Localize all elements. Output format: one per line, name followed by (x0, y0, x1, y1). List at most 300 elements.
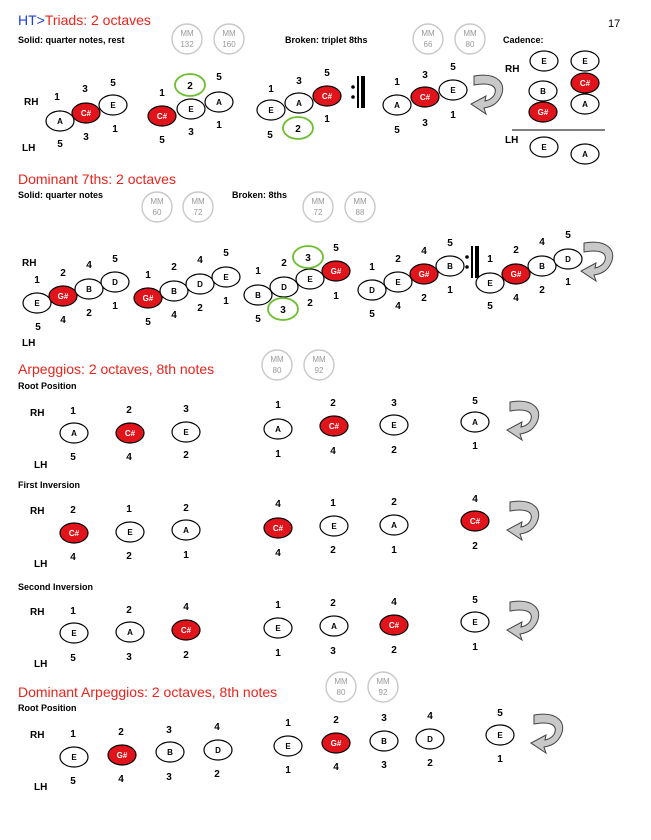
note-b (244, 285, 272, 305)
note-e (60, 747, 88, 767)
svg-text:A: A (472, 418, 478, 427)
finger-number: 5 (70, 653, 76, 664)
curved-return-arrow-icon (581, 242, 613, 281)
repeat-barline-icon (465, 246, 479, 278)
mm-value: 80 (336, 688, 346, 697)
note-e (172, 422, 200, 442)
domarp-heading: Dominant Arpeggios: 2 octaves, 8th notes (18, 684, 278, 700)
arp-first-label: First Inversion (18, 480, 81, 490)
note-a (285, 93, 313, 113)
svg-text:A: A (331, 622, 337, 631)
mm-label: MM (150, 197, 164, 206)
finger-number: 4 (395, 301, 401, 312)
mm-value: 80 (272, 366, 282, 375)
svg-text:E: E (110, 101, 116, 110)
thumb-marker (283, 117, 313, 139)
note-c-sharp (72, 103, 100, 123)
finger-number: 2 (126, 605, 132, 616)
svg-text:C#: C# (124, 429, 136, 438)
svg-text:E: E (34, 299, 40, 308)
finger-number: 2 (70, 505, 76, 516)
finger-number: 1 (223, 296, 229, 307)
svg-text:A: A (216, 98, 222, 107)
mm-label: MM (312, 355, 326, 364)
finger-number: 1 (472, 441, 478, 452)
note-d (554, 249, 582, 269)
finger-number: 1 (391, 545, 397, 556)
finger-number: 3 (126, 652, 132, 663)
lh-label: LH (505, 135, 519, 146)
note-e (571, 51, 599, 71)
note-d (270, 277, 298, 297)
svg-text:E: E (541, 57, 547, 66)
finger-number: 2 (187, 81, 193, 92)
rh-label: RH (30, 730, 45, 741)
svg-text:E: E (71, 753, 77, 762)
note-e (530, 137, 558, 157)
svg-text:E: E (487, 279, 493, 288)
svg-text:A: A (391, 521, 397, 530)
note-a (380, 515, 408, 535)
finger-number: 2 (513, 245, 519, 256)
note-a (571, 144, 599, 164)
svg-text:C#: C# (80, 109, 92, 118)
rh-label: RH (30, 408, 45, 419)
svg-text:C#: C# (328, 422, 340, 431)
finger-number: 5 (112, 254, 118, 265)
finger-number: 2 (86, 308, 92, 319)
mm-value: 72 (313, 208, 323, 217)
finger-number: 5 (447, 238, 453, 249)
note-c-sharp (172, 620, 200, 640)
note-e (384, 272, 412, 292)
mm-value: 132 (180, 40, 194, 49)
finger-number: 1 (450, 110, 456, 121)
svg-text:E: E (541, 143, 547, 152)
svg-text:B: B (447, 262, 453, 271)
finger-number: 4 (183, 602, 189, 613)
finger-number: 4 (126, 452, 132, 463)
note-a (264, 419, 292, 439)
finger-number: 4 (391, 597, 397, 608)
note-e (257, 100, 285, 120)
svg-text:G#: G# (116, 751, 128, 760)
finger-number: 2 (183, 450, 189, 461)
arp-mm-92 (304, 350, 334, 380)
arp-root-label: Root Position (18, 381, 77, 391)
finger-number: 2 (126, 551, 132, 562)
note-d (358, 280, 386, 300)
finger-number: 2 (197, 303, 203, 314)
note-c-sharp (320, 416, 348, 436)
finger-number: 3 (188, 127, 194, 138)
finger-number: 5 (565, 230, 571, 241)
finger-number: 2 (395, 254, 401, 265)
finger-number: 3 (166, 772, 172, 783)
note-e (99, 95, 127, 115)
mm-label: MM (270, 355, 284, 364)
domarp-mm-80 (326, 672, 356, 702)
finger-number: 5 (497, 708, 503, 719)
curved-return-arrow-icon (507, 601, 539, 640)
mm-label: MM (353, 197, 367, 206)
note-g-sharp (134, 288, 162, 308)
finger-number: 1 (447, 285, 453, 296)
mm-value: 88 (355, 208, 365, 217)
finger-number: 1 (70, 729, 76, 740)
finger-number: 1 (70, 406, 76, 417)
mm-label: MM (334, 677, 348, 686)
finger-number: 3 (391, 398, 397, 409)
note-c-sharp (60, 523, 88, 543)
note-d (101, 272, 129, 292)
note-b (156, 742, 184, 762)
note-e (177, 99, 205, 119)
mm-label: MM (421, 29, 435, 38)
note-d (186, 274, 214, 294)
finger-number: 4 (427, 711, 433, 722)
finger-number: 3 (422, 118, 428, 129)
finger-number: 4 (333, 762, 339, 773)
note-a (116, 622, 144, 642)
arp-mm-80 (262, 350, 292, 380)
svg-text:B: B (381, 737, 387, 746)
dom7-heading: Dominant 7ths: 2 octaves (18, 171, 176, 187)
note-e (320, 516, 348, 536)
svg-text:C#: C# (321, 92, 333, 101)
dom7-mm-60 (142, 192, 172, 222)
finger-number: 1 (275, 648, 281, 659)
svg-text:E: E (395, 278, 401, 287)
finger-number: 1 (394, 77, 400, 88)
finger-number: 2 (330, 598, 336, 609)
thumb-marker (175, 74, 205, 96)
mm-value: 92 (378, 688, 388, 697)
svg-text:D: D (565, 255, 571, 264)
svg-text:D: D (112, 278, 118, 287)
svg-text:C#: C# (419, 93, 431, 102)
svg-text:G#: G# (330, 739, 342, 748)
finger-number: 2 (472, 541, 478, 552)
note-g-sharp (410, 264, 438, 284)
finger-number: 4 (539, 237, 545, 248)
note-a (461, 412, 489, 432)
svg-text:E: E (472, 618, 478, 627)
svg-text:A: A (57, 117, 63, 126)
rh-label: RH (505, 64, 520, 75)
note-e (274, 736, 302, 756)
note-a (172, 520, 200, 540)
svg-text:E: E (127, 528, 133, 537)
note-c-sharp (411, 87, 439, 107)
svg-text:E: E (188, 105, 194, 114)
dom7-mm-88 (345, 192, 375, 222)
svg-text:C#: C# (180, 626, 192, 635)
arp-second-label: Second Inversion (18, 582, 94, 592)
thumb-marker (268, 298, 298, 320)
note-b (75, 279, 103, 299)
svg-text:B: B (171, 287, 177, 296)
note-g-sharp (108, 745, 136, 765)
note-d (416, 729, 444, 749)
finger-number: 1 (112, 124, 118, 135)
note-b (436, 256, 464, 276)
svg-text:C#: C# (68, 529, 80, 538)
note-c-sharp (461, 511, 489, 531)
finger-number: 5 (333, 243, 339, 254)
finger-number: 1 (487, 254, 493, 265)
svg-text:B: B (540, 87, 546, 96)
finger-number: 1 (275, 400, 281, 411)
finger-number: 5 (487, 301, 493, 312)
mm-label: MM (191, 197, 205, 206)
svg-text:C#: C# (272, 524, 284, 533)
finger-number: 1 (183, 550, 189, 561)
finger-number: 1 (324, 114, 330, 125)
curved-return-arrow-icon (507, 501, 539, 540)
domarp-root-label: Root Position (18, 703, 77, 713)
svg-text:E: E (307, 275, 313, 284)
finger-number: 4 (171, 310, 177, 321)
svg-text:E: E (71, 629, 77, 638)
page-number: 17 (608, 18, 621, 30)
rh-label: RH (22, 258, 37, 269)
curved-return-arrow-icon (471, 75, 503, 114)
finger-number: 2 (60, 268, 66, 279)
finger-number: 2 (281, 258, 287, 269)
svg-text:A: A (275, 425, 281, 434)
finger-number: 2 (391, 645, 397, 656)
finger-number: 4 (86, 260, 92, 271)
finger-number: 1 (275, 600, 281, 611)
svg-text:C#: C# (469, 517, 481, 526)
domarp-mm-92 (368, 672, 398, 702)
svg-text:A: A (183, 526, 189, 535)
finger-number: 4 (330, 446, 336, 457)
finger-number: 1 (472, 642, 478, 653)
note-b (529, 81, 557, 101)
mm-value: 80 (465, 40, 475, 49)
finger-number: 5 (35, 322, 41, 333)
svg-text:C#: C# (579, 79, 591, 88)
note-e (60, 623, 88, 643)
finger-number: 1 (268, 84, 274, 95)
note-b (160, 281, 188, 301)
mm-value: 92 (314, 366, 324, 375)
finger-number: 3 (280, 305, 286, 316)
finger-number: 3 (381, 713, 387, 724)
finger-number: 5 (145, 317, 151, 328)
note-c-sharp (380, 615, 408, 635)
finger-number: 2 (539, 285, 545, 296)
dom7-mm-72b (303, 192, 333, 222)
finger-number: 3 (183, 404, 189, 415)
note-e (23, 293, 51, 313)
finger-number: 5 (159, 135, 165, 146)
triads-cadence-label: Cadence: (503, 35, 544, 45)
finger-number: 4 (60, 315, 66, 326)
svg-text:D: D (197, 280, 203, 289)
mm-label: MM (222, 29, 236, 38)
dom7-mm-72 (183, 192, 213, 222)
triads-solid-label: Solid: quarter notes, rest (18, 35, 125, 45)
mm-value: 66 (423, 40, 433, 49)
finger-number: 3 (166, 725, 172, 736)
svg-text:E: E (450, 86, 456, 95)
finger-number: 2 (295, 124, 301, 135)
note-e (530, 51, 558, 71)
thumb-marker (293, 246, 323, 268)
lh-label: LH (34, 782, 48, 793)
note-e (486, 725, 514, 745)
note-g-sharp (49, 286, 77, 306)
svg-text:A: A (582, 150, 588, 159)
finger-number: 5 (324, 68, 330, 79)
svg-text:E: E (183, 428, 189, 437)
note-g-sharp (322, 733, 350, 753)
mm-value: 160 (222, 40, 236, 49)
mm-value: 72 (193, 208, 203, 217)
svg-text:B: B (539, 262, 545, 271)
finger-number: 5 (70, 452, 76, 463)
note-e (461, 612, 489, 632)
svg-text:G#: G# (418, 270, 430, 279)
triads-mm-66 (413, 24, 443, 54)
lh-label: LH (22, 143, 36, 154)
finger-number: 2 (330, 398, 336, 409)
dom7-broken-label: Broken: 8ths (232, 190, 288, 200)
finger-number: 1 (275, 449, 281, 460)
svg-text:G#: G# (537, 108, 549, 117)
finger-number: 1 (333, 291, 339, 302)
note-d (204, 740, 232, 760)
note-e (212, 267, 240, 287)
svg-text:E: E (497, 731, 503, 740)
svg-text:A: A (71, 429, 77, 438)
note-a (60, 423, 88, 443)
mm-label: MM (311, 197, 325, 206)
finger-number: 3 (381, 760, 387, 771)
note-e (476, 273, 504, 293)
finger-number: 2 (183, 503, 189, 514)
finger-number: 1 (54, 92, 60, 103)
finger-number: 4 (214, 722, 220, 733)
finger-number: 1 (330, 498, 336, 509)
finger-number: 1 (285, 718, 291, 729)
note-e (116, 522, 144, 542)
finger-number: 5 (255, 314, 261, 325)
finger-number: 3 (83, 132, 89, 143)
triads-mm-80 (455, 24, 485, 54)
note-a (205, 92, 233, 112)
dom7-solid-label: Solid: quarter notes (18, 190, 104, 200)
finger-number: 1 (159, 88, 165, 99)
note-g-sharp (529, 102, 557, 122)
svg-text:C#: C# (156, 112, 168, 121)
svg-text:E: E (275, 624, 281, 633)
note-c-sharp (148, 106, 176, 126)
triads-broken-label: Broken: triplet 8ths (285, 35, 368, 45)
finger-number: 1 (145, 270, 151, 281)
finger-number: 2 (391, 445, 397, 456)
lh-label: LH (34, 659, 48, 670)
finger-number: 1 (216, 120, 222, 131)
svg-text:G#: G# (330, 267, 342, 276)
finger-number: 4 (70, 552, 76, 563)
svg-text:B: B (86, 285, 92, 294)
svg-text:E: E (391, 421, 397, 430)
finger-number: 2 (391, 497, 397, 508)
finger-number: 2 (214, 769, 220, 780)
finger-number: 5 (216, 72, 222, 83)
finger-number: 4 (421, 246, 427, 257)
finger-number: 1 (285, 765, 291, 776)
finger-number: 2 (118, 727, 124, 738)
finger-number: 3 (330, 646, 336, 657)
svg-text:D: D (427, 735, 433, 744)
repeat-barline-icon (351, 76, 365, 108)
finger-number: 2 (421, 293, 427, 304)
finger-number: 2 (126, 405, 132, 416)
finger-number: 5 (394, 125, 400, 136)
finger-number: 2 (307, 298, 313, 309)
lh-label: LH (34, 460, 48, 471)
triads-heading (18, 12, 151, 28)
triads-heading-prefix: HT> (18, 12, 45, 28)
note-b (370, 731, 398, 751)
svg-text:D: D (369, 286, 375, 295)
finger-number: 4 (513, 293, 519, 304)
finger-number: 3 (296, 76, 302, 87)
svg-text:G#: G# (142, 294, 154, 303)
svg-text:A: A (296, 99, 302, 108)
svg-text:A: A (582, 100, 588, 109)
finger-number: 5 (70, 776, 76, 787)
svg-text:C#: C# (388, 621, 400, 630)
finger-number: 5 (450, 62, 456, 73)
svg-text:G#: G# (57, 292, 69, 301)
lh-label: LH (22, 338, 36, 349)
finger-number: 5 (369, 309, 375, 320)
finger-number: 5 (223, 248, 229, 259)
finger-number: 2 (330, 545, 336, 556)
lh-label: LH (34, 559, 48, 570)
finger-number: 1 (34, 275, 40, 286)
note-g-sharp (502, 264, 530, 284)
finger-number: 5 (472, 396, 478, 407)
finger-number: 5 (472, 595, 478, 606)
svg-text:D: D (215, 746, 221, 755)
svg-text:A: A (127, 628, 133, 637)
finger-number: 1 (565, 277, 571, 288)
curved-return-arrow-icon (507, 401, 539, 440)
finger-number: 1 (369, 262, 375, 273)
svg-text:E: E (582, 57, 588, 66)
svg-text:A: A (394, 101, 400, 110)
rh-label: RH (24, 97, 39, 108)
finger-number: 5 (110, 78, 116, 89)
finger-number: 4 (275, 548, 281, 559)
note-a (383, 95, 411, 115)
note-g-sharp (322, 261, 350, 281)
finger-number: 3 (422, 70, 428, 81)
note-c-sharp (313, 86, 341, 106)
note-a (46, 111, 74, 131)
arp-heading: Arpeggios: 2 octaves, 8th notes (18, 361, 215, 377)
svg-text:G#: G# (510, 270, 522, 279)
finger-number: 1 (70, 606, 76, 617)
svg-text:B: B (255, 291, 261, 300)
